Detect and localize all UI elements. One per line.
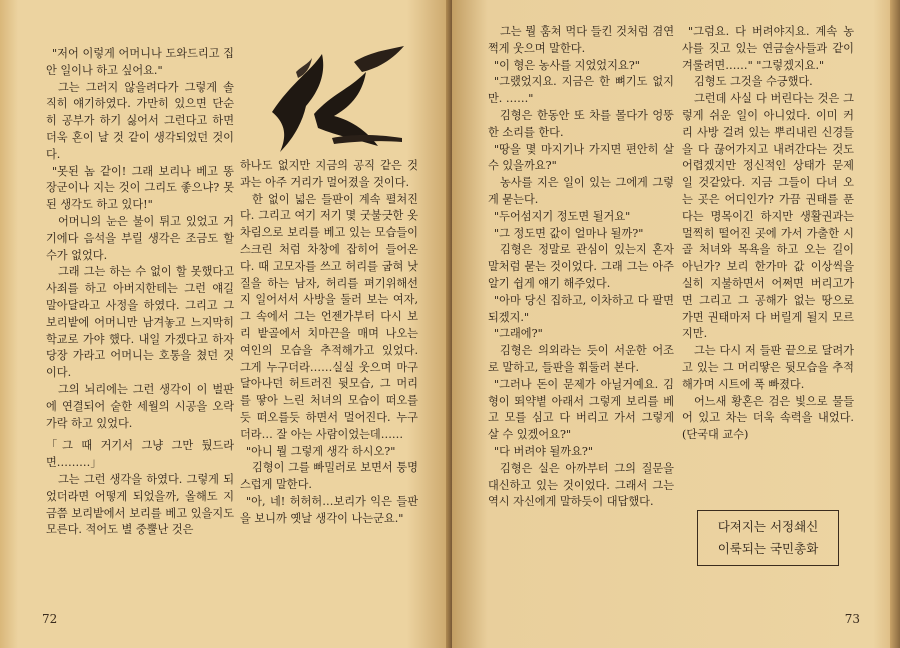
- paragraph: 그는 그런 생각을 하였다. 그렇게 되었더라면 어떻게 되었을까, 올해도 지금쯤 보리밭에서 보리를 베고 있을지도 모른다. 적어도 별 중뿔난 것은: [46, 472, 234, 537]
- paragraph: 그는 뭘 훔쳐 먹다 들킨 것처럼 겸연쩍게 웃으며 말한다.: [488, 25, 674, 55]
- paragraph: "그랬었지요. 지금은 한 뼈기도 없지만. ……": [488, 75, 674, 106]
- right-column-1: [488, 24, 674, 511]
- page-number-right: 73: [844, 612, 860, 626]
- brush-illustration: [262, 42, 412, 162]
- paragraph: 김형도 그것을 수긍했다.: [694, 75, 813, 89]
- paragraph: "두어섬지기 정도면 될거요": [494, 209, 631, 223]
- paragraph: "그러나 돈이 문제가 아닐거예요. 김형이 뙤약볕 아래서 그렇게 보리를 베고 모를 심고 다 버리고 가서 그렇게 살 수 있겠어요?": [488, 377, 674, 442]
- paragraph: 「그 때 거기서 그냥 그만 뒀드라면………」: [46, 439, 234, 470]
- paragraph: 그는 다시 저 들판 끝으로 달려가고 있는 그 머리땋은 뒷모습을 추적해가며 시트에 푹 빠졌다.: [682, 344, 854, 391]
- paragraph: "아마 당신 집하고, 이차하고 다 팔면 되겠지.": [488, 293, 674, 324]
- left-column-2: [240, 158, 418, 528]
- paragraph: 하나도 없지만 지금의 공직 같은 것과는 아주 거리가 멀어졌을 것이다.: [240, 159, 418, 189]
- left-column-1: [46, 46, 234, 539]
- paragraph: 그의 뇌리에는 그런 생각이 이 벌판에 연결되어 숱한 세월의 시공을 오락가락 하고 있었다.: [46, 382, 234, 430]
- paragraph: "그 정도면 값이 얼마나 될까?": [494, 226, 644, 240]
- paragraph: "못된 놈 같이! 그래 보리나 베고 똥장군이나 지는 것이 그리도 좋으냐? 못된 생각도 하고 있다!": [46, 164, 234, 212]
- paragraph: 어느새 황혼은 검은 빛으로 물들어 있고 차는 더욱 속력을 내었다. (단국대 교수): [682, 394, 854, 442]
- page-edge: [890, 0, 900, 648]
- paragraph: "아니 뭘 그렇게 생각 하시오?": [246, 444, 396, 458]
- paragraph: "그럼요. 다 버려야지요. 계속 농사를 짓고 있는 연금술사들과 같이 겨룰려면……" "그렇겠지요.": [682, 25, 854, 72]
- paragraph: 김형은 정말로 관심이 있는지 혼자말처럼 묻는 것이었다. 그래 그는 아주 알기 쉽게 얘기 해주었다.: [488, 243, 674, 290]
- paragraph: "땅을 몇 마지기나 가지면 편안히 살 수 있을까요?": [488, 142, 674, 173]
- slogan-box: [697, 510, 839, 566]
- paragraph: "이 형은 농사를 지었었지요?": [494, 58, 640, 72]
- paragraph: "저어 이렇게 어머니나 도와드리고 집안 일이나 하고 싶어요.": [46, 47, 234, 77]
- paragraph: "그래에?": [494, 327, 543, 341]
- paragraph: 김형이 그를 빠밀러로 보면서 퉁명스럽게 말한다.: [240, 461, 418, 492]
- paragraph: 한 없이 넓은 들판이 계속 펼쳐진다. 그리고 여기 저기 몇 굿불긋한 옷차림으로 보리를 베고 있는 모습들이 스크린 처럼 차창에 잡히어 들어온다. 때 고모자를 쓰고 허리를 굽혀 낫질을 하는 남자, 허리를 펴기위해선지 일어서서 사방을 둘러 보는 여자, 그 속에서 그는 언젠가부터 다시 보리 밭골에서 치마끈을 매며 나오는 여인의 모습을 추적해가고 있었다. 그게 누구더라……실실 웃으며 마구 달아나던 허트러진 뒷모습, 그 머리를 땋아 느린 처녀의 모습이 떠오를듯 떠오를듯 하면서 멀어진다. 누구더라… 잘 아는 사람이었는데……: [240, 192, 418, 441]
- paragraph: 그래 그는 하는 수 없이 할 못했다고 사죄를 하고 아버지한테는 그런 얘길 말아달라고 사정을 하였다. 그리고 그 보리밭에 어머니만 남겨놓고 느지막히 학교로 가야 했다. 내일 가겠다고 하자 당장 가라고 어머니는 호통을 쳤던 것이다.: [46, 265, 234, 380]
- paragraph: 그는 그러지 않을려다가 그렇게 솔직히 얘기하였다. 가만히 있으면 단순히 공부가 하기 싫어서 그런다고 하면 더욱 혼이 날 것 같이 생각되었던 것이다.: [46, 80, 234, 161]
- paragraph: 그런데 사실 다 버린다는 것은 그렇게 쉬운 일이 아니었다. 이미 커리 사방 걸려 있는 뿌리내린 신경들을 다 끊어가지고 내려간다는 것도 어렵겠지만 정신적인 상태가 문제일 것같았다. 지금 그들이 다녀 오는 곳은 어디인가? 가끔 권태를 푼다는 명목이긴 하지만 생활권과는 멀찍히 떨어진 곳에 가서 가출한 시골 처녀와 목욕을 하고 오는 길이 아닌가? 보리 한가마 값 이상씩을 실히 지불하면서 어쩌면 버리고가면 그리고 그 공해가 없는 땅으로 가면 권태마저 다 버릴게 될지 모르지만.: [682, 92, 854, 341]
- paragraph: 농사를 지은 일이 있는 그에게 그렇게 묻는다.: [488, 176, 674, 206]
- slogan-line: 다져지는 서정쇄신: [717, 519, 819, 534]
- paragraph: "다 버려야 될까요?": [494, 444, 594, 458]
- paragraph: 김형은 의외라는 듯이 서운한 어조로 말하고, 들판을 휘둘러 본다.: [488, 344, 674, 374]
- paragraph: 김형은 실은 아까부터 그의 질문을 대신하고 있는 것이었다. 그래서 그는 역시 자신에게 말하듯이 대답했다.: [488, 461, 674, 509]
- slogan-line: 이룩되는 국민총화: [717, 541, 819, 556]
- paragraph: 어머니의 눈은 불이 튀고 있었고 거기에다 음석을 부릴 생각은 조금도 할 수가 없었다.: [46, 214, 234, 262]
- page-number-left: 72: [42, 612, 58, 626]
- right-column-2: [682, 24, 854, 444]
- paragraph: "아, 네! 허허허…보리가 익은 들판을 보니까 옛날 생각이 나는군요.": [240, 494, 418, 525]
- paragraph: 김형은 한동안 또 차를 몰다가 엉뚱한 소리를 한다.: [488, 108, 674, 139]
